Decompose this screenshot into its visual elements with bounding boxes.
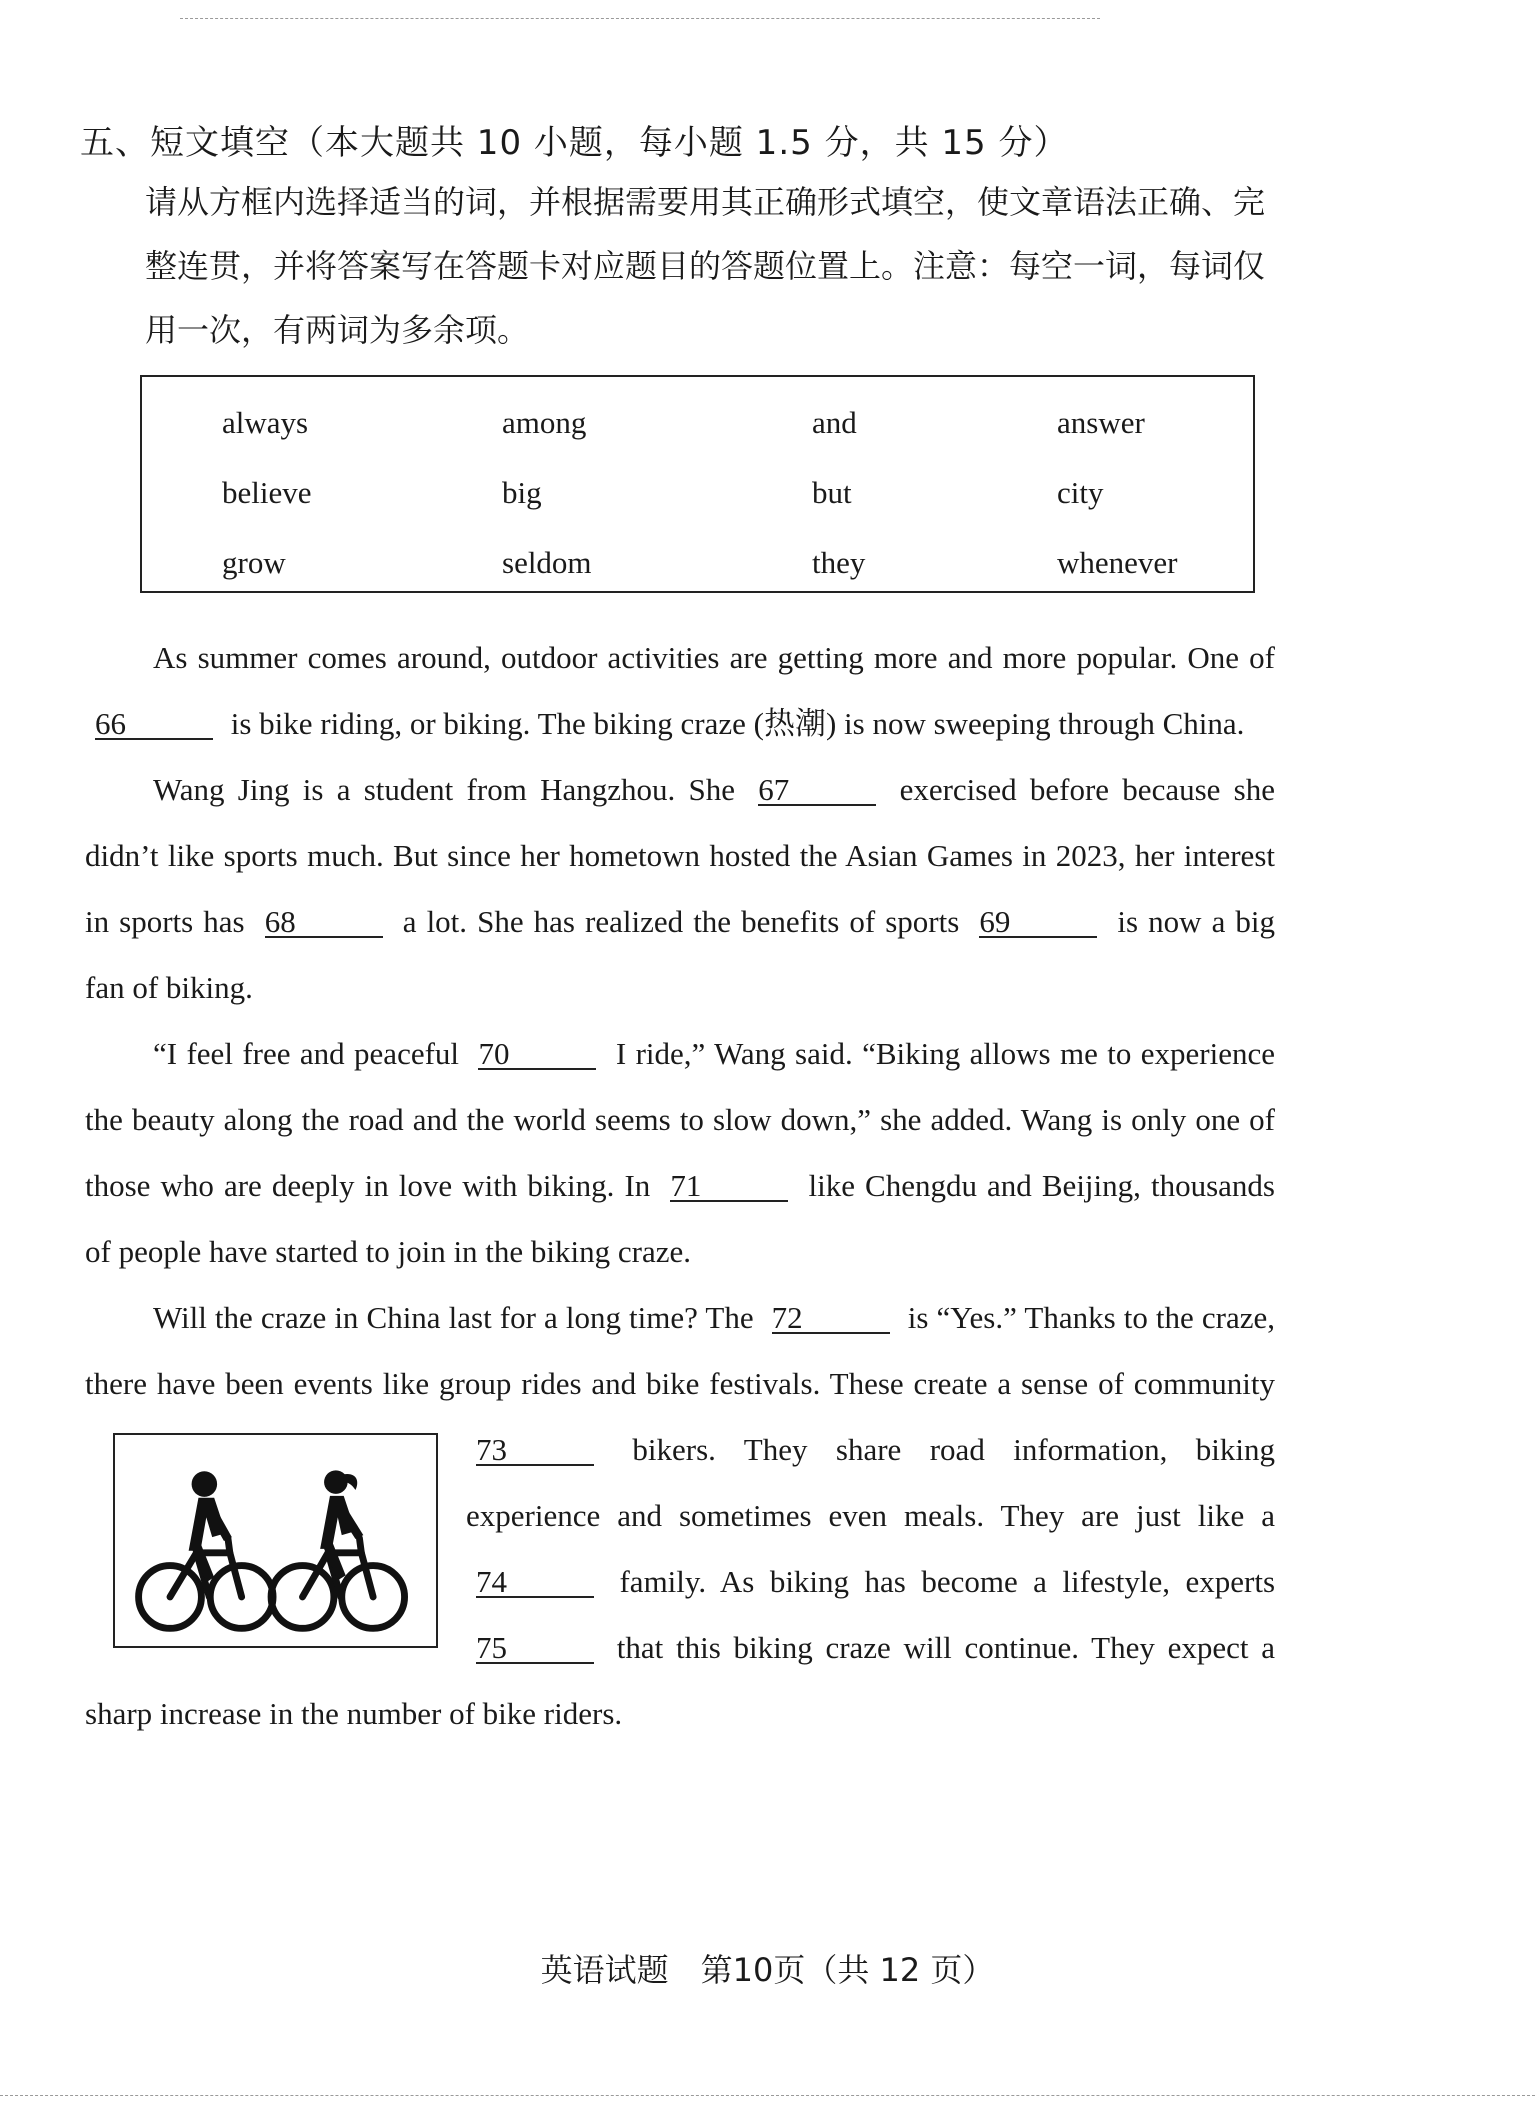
word-option: among [502, 405, 587, 440]
blank-68: 68 [265, 908, 383, 938]
passage-text: a lot. She has realized the benefits of sports [402, 904, 960, 939]
word-option: big [502, 475, 542, 510]
passage-text: “I feel free and peaceful [153, 1036, 460, 1071]
blank-69: 69 [979, 908, 1097, 938]
passage-text: exercised before because she didn’t like sports much. But since her hometown hosted the Asian Games in 2023, her interest in sports has [85, 772, 1275, 939]
word-option: grow [222, 545, 286, 580]
passage-text: Wang Jing is a student from Hangzhou. She [153, 772, 735, 807]
word-option: seldom [502, 545, 592, 580]
word-box [140, 375, 1255, 593]
blank-73: 73 [476, 1436, 594, 1466]
word-option: answer [1057, 405, 1145, 440]
word-option: and [812, 405, 857, 440]
word-option: whenever [1057, 545, 1178, 580]
scan-edge-top [180, 18, 1100, 19]
paragraph-1 [85, 625, 1275, 757]
blank-70: 70 [478, 1040, 596, 1070]
word-option: always [222, 405, 309, 440]
passage-text: like Chengdu and Beijing, thousands of people have started to join in the biking craze. [85, 1168, 1275, 1269]
word-option: believe [222, 475, 312, 510]
blank-74: 74 [476, 1568, 594, 1598]
scan-edge-bottom [0, 2095, 1535, 2096]
passage-text: that this biking craze will continue. They expect a sharp increase in the number of bike riders. [85, 1630, 1276, 1731]
paragraph-3 [85, 1021, 1275, 1285]
passage-text: As summer comes around, outdoor activities are getting more and more popular. One of [153, 640, 1275, 675]
blank-66: 66 [95, 710, 213, 740]
passage-text: bikers. They share road information, biking experience and sometimes even meals. They are just like a [466, 1432, 1275, 1533]
two-cyclists-icon [115, 1435, 436, 1646]
section-title: 五、短文填空（本大题共 10 小题，每小题 1.5 分，共 15 分） [80, 123, 1069, 163]
paragraph-4 [85, 1285, 1275, 1747]
blank-67: 67 [758, 776, 876, 806]
bike-figure [113, 1433, 438, 1648]
paragraph-2 [85, 757, 1275, 1021]
blank-72: 72 [772, 1304, 890, 1334]
passage-text: I ride,” Wang said. “Biking allows me to experience the beauty along the road and the world seems to slow down,” she added. Wang is only one of those who are deeply in love with biking. In [85, 1036, 1276, 1203]
word-grid [222, 395, 1223, 605]
blank-71: 71 [670, 1172, 788, 1202]
word-option: city [1057, 475, 1104, 510]
passage [85, 625, 1275, 1747]
word-option: they [812, 545, 866, 580]
passage-text: Will the craze in China last for a long time? The [153, 1300, 754, 1335]
blank-75: 75 [476, 1634, 594, 1664]
passage-text: family. As biking has become a lifestyle, experts [619, 1564, 1276, 1599]
paragraph-4-wrap [85, 1285, 1275, 1747]
instructions: 请从方框内选择适当的词，并根据需要用其正确形式填空，使文章语法正确、完整连贯，并将答案写在答题卡对应题目的答题位置上。注意：每空一词，每词仅用一次，有两词为多余项。 [145, 183, 1266, 349]
word-option: but [812, 475, 852, 510]
passage-text: is “Yes.” Thanks to the craze, there have been events like group rides and bike festivals. These create a sense of community [85, 1300, 1275, 1401]
page-footer: 英语试题 第10页（共 12 页） [540, 1951, 995, 1989]
passage-text: is now a big fan of biking. [85, 904, 1276, 1005]
rider1-head [192, 1471, 218, 1497]
passage-text: is bike riding, or biking. The biking craze (热潮) is now sweeping through China. [230, 706, 1245, 741]
